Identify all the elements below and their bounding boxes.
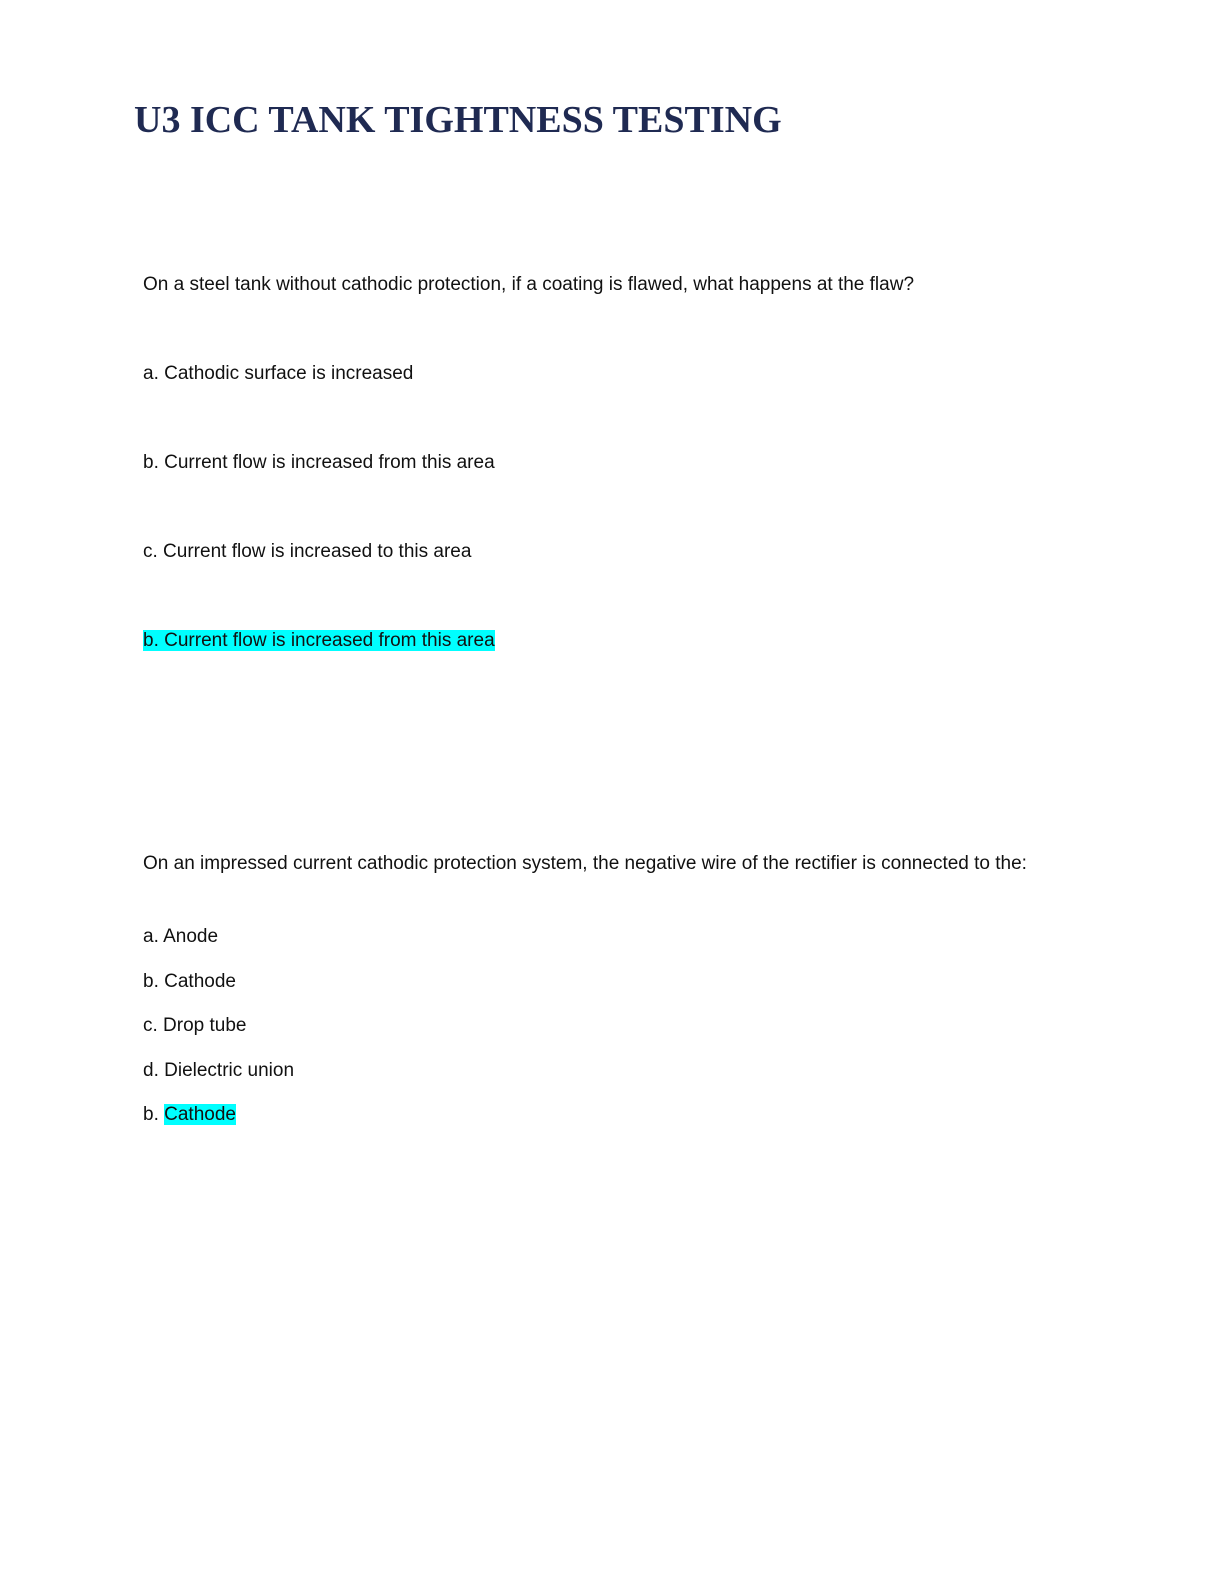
answer-option-b: b. Current flow is increased from this area bbox=[143, 452, 495, 473]
answer-prefix: b. bbox=[143, 1104, 159, 1125]
answer-option-b: b. Cathode bbox=[143, 971, 236, 992]
correct-answer bbox=[143, 1101, 236, 1129]
question-text: On an impressed current cathodic protection system, the negative wire of the rectifier is connected to the: bbox=[143, 853, 1027, 874]
page-title: U3 ICC TANK TIGHTNESS TESTING bbox=[134, 99, 782, 141]
highlighted-answer: Cathode bbox=[164, 1104, 236, 1125]
correct-answer bbox=[143, 627, 495, 655]
highlighted-answer: b. Current flow is increased from this area bbox=[143, 630, 495, 651]
answer-option-d: d. Dielectric union bbox=[143, 1060, 295, 1081]
answer-option-c: c. Current flow is increased to this area bbox=[143, 541, 472, 562]
answer-option-c: c. Drop tube bbox=[143, 1015, 247, 1036]
answer-option-a: a. Anode bbox=[143, 926, 219, 947]
answer-option-a: a. Cathodic surface is increased bbox=[143, 363, 414, 384]
question-text: On a steel tank without cathodic protection, if a coating is flawed, what happens at the flaw? bbox=[143, 274, 915, 295]
